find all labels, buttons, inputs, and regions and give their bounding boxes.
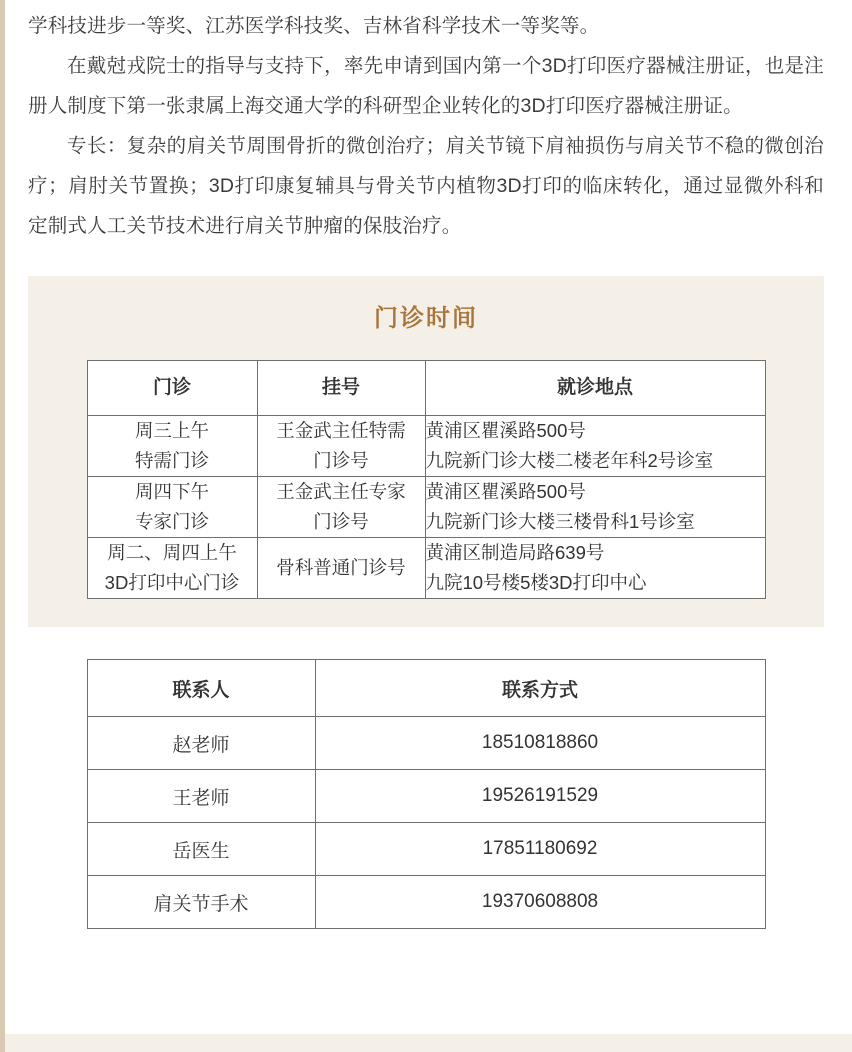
cell-location-line1: 黄浦区制造局路639号 bbox=[425, 542, 605, 563]
cell-contact-phone: 19370608808 bbox=[315, 876, 765, 929]
clinic-schedule-panel bbox=[28, 276, 824, 627]
cell-contact-name: 肩关节手术 bbox=[87, 876, 315, 929]
table-row bbox=[87, 823, 765, 876]
cell-registration bbox=[257, 477, 425, 538]
cell-registration-line1: 骨科普通门诊号 bbox=[276, 557, 406, 578]
cell-contact-name: 王老师 bbox=[87, 770, 315, 823]
left-accent-rule bbox=[0, 0, 5, 1052]
table-row bbox=[87, 477, 765, 538]
cell-location-line1: 黄浦区瞿溪路500号 bbox=[425, 420, 586, 441]
paragraph-specialty: 专长：复杂的肩关节周围骨折的微创治疗；肩关节镜下肩袖损伤与肩关节不稳的微创治疗；肩肘关节置换；3D打印康复辅具与骨关节内植物3D打印的临床转化，通过显微外科和定制式人工关节技术进行肩关节肿瘤的保肢治疗。 bbox=[28, 135, 824, 237]
cell-registration-line1: 王金武主任特需 bbox=[276, 420, 406, 441]
cell-clinic bbox=[87, 477, 257, 538]
table-header-row bbox=[87, 361, 765, 416]
cell-registration-line2: 门诊号 bbox=[313, 450, 369, 471]
table-header-row bbox=[87, 660, 765, 717]
table-row bbox=[87, 876, 765, 929]
column-header-registration: 挂号 bbox=[257, 361, 425, 416]
cell-location-line1: 黄浦区瞿溪路500号 bbox=[425, 481, 586, 502]
cell-registration bbox=[257, 538, 425, 599]
cell-location-line2: 九院新门诊大楼二楼老年科2号诊室 bbox=[425, 450, 714, 471]
cell-location bbox=[425, 416, 765, 477]
paragraph-continuation: 学科技进步一等奖、江苏医学科技奖、吉林省科学技术一等奖等。 bbox=[28, 15, 600, 37]
cell-clinic-line2: 特需门诊 bbox=[134, 450, 209, 471]
paragraph-certification: 在戴尅戎院士的指导与支持下，率先申请到国内第一个3D打印医疗器械注册证，也是注册人制度下第一张隶属上海交通大学的科研型企业转化的3D打印医疗器械注册证。 bbox=[28, 55, 824, 117]
cell-contact-name: 赵老师 bbox=[87, 717, 315, 770]
table-row bbox=[87, 416, 765, 477]
column-header-contact-phone: 联系方式 bbox=[315, 660, 765, 717]
table-row bbox=[87, 538, 765, 599]
cell-clinic-line1: 周三上午 bbox=[134, 420, 209, 441]
footer-accent-bar bbox=[5, 1034, 852, 1052]
cell-registration bbox=[257, 416, 425, 477]
cell-registration-line1: 王金武主任专家 bbox=[276, 481, 406, 502]
table-row bbox=[87, 717, 765, 770]
clinic-schedule-title: 门诊时间 bbox=[374, 305, 478, 332]
cell-clinic-line1: 周四下午 bbox=[134, 481, 209, 502]
cell-location-line2: 九院新门诊大楼三楼骨科1号诊室 bbox=[425, 511, 695, 532]
cell-clinic bbox=[87, 538, 257, 599]
cell-contact-name: 岳医生 bbox=[87, 823, 315, 876]
cell-registration-line2: 门诊号 bbox=[313, 511, 369, 532]
cell-contact-phone: 17851180692 bbox=[315, 823, 765, 876]
cell-location bbox=[425, 538, 765, 599]
clinic-schedule-table bbox=[87, 360, 766, 599]
column-header-location: 就诊地点 bbox=[425, 361, 765, 416]
table-row bbox=[87, 770, 765, 823]
contacts-table bbox=[87, 659, 766, 929]
cell-clinic bbox=[87, 416, 257, 477]
cell-clinic-line1: 周二、周四上午 bbox=[107, 542, 237, 563]
cell-clinic-line2: 3D打印中心门诊 bbox=[104, 572, 240, 593]
cell-contact-phone: 18510818860 bbox=[315, 717, 765, 770]
column-header-contact-name: 联系人 bbox=[87, 660, 315, 717]
cell-contact-phone: 19526191529 bbox=[315, 770, 765, 823]
cell-clinic-line2: 专家门诊 bbox=[134, 511, 209, 532]
column-header-clinic: 门诊 bbox=[87, 361, 257, 416]
cell-location bbox=[425, 477, 765, 538]
cell-location-line2: 九院10号楼5楼3D打印中心 bbox=[425, 572, 647, 593]
contacts-section bbox=[28, 659, 824, 959]
